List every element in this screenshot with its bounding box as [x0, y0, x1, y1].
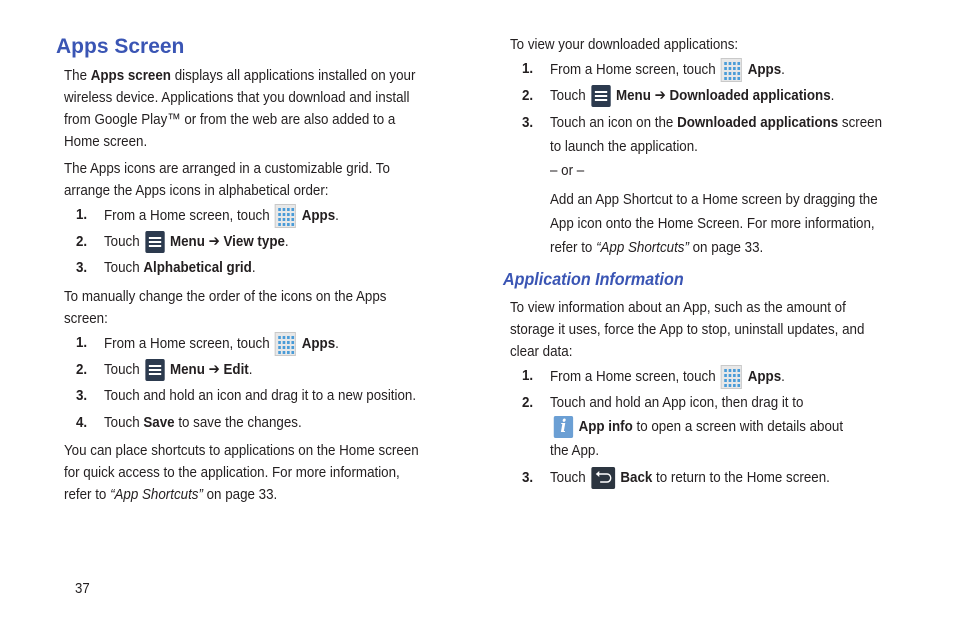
apps-grid-dot	[292, 336, 295, 339]
step-post: to save the changes.	[174, 414, 302, 431]
apps-grid-icon	[275, 332, 296, 356]
apps-grid-dot	[729, 379, 732, 382]
apps-grid-dot	[729, 384, 732, 387]
step-text	[104, 412, 302, 434]
menu-icon	[145, 231, 164, 253]
apps-grid-dot	[287, 346, 290, 349]
manual-line-2: screen:	[64, 310, 108, 327]
step-text: Touch and hold an App icon, then drag it to	[550, 394, 804, 411]
intro-bold: Apps screen	[90, 67, 171, 84]
step-bold: App info	[578, 418, 633, 436]
apps-grid-dot	[283, 351, 286, 354]
intro-line-2: wireless device. Applications that you download and install	[64, 89, 410, 106]
step-pre: Touch an icon on the	[550, 114, 678, 131]
step-bold: Apps	[747, 61, 782, 79]
apps-grid-dot	[283, 208, 286, 211]
apps-grid-icon	[275, 204, 296, 228]
step-bold: Alphabetical grid	[143, 259, 252, 276]
step-number: 3.	[76, 387, 88, 404]
apps-grid-dot	[733, 369, 736, 372]
info-line-3: clear data:	[510, 343, 573, 360]
step-number: 1.	[522, 60, 534, 77]
apps-grid-dot	[287, 341, 290, 344]
apps-grid-icon	[721, 365, 742, 389]
shortcut-line-2: for quick access to the application. For more information,	[64, 464, 400, 481]
apps-grid-dot	[729, 62, 732, 65]
or-separator: – or –	[550, 162, 585, 179]
apps-grid-dot	[279, 223, 282, 226]
apps-grid-dot	[287, 223, 290, 226]
intro-line-1	[64, 65, 415, 87]
step-post: .	[335, 207, 339, 225]
apps-grid-dot	[729, 374, 732, 377]
apps-grid-dot	[283, 341, 286, 344]
apps-grid-dot	[725, 374, 728, 377]
apps-grid-dot	[733, 379, 736, 382]
add-line-2: App icon onto the Home Screen. For more information,	[550, 215, 875, 232]
grid-line-2: arrange the Apps icons in alphabetical order:	[64, 182, 329, 199]
step-text	[550, 112, 882, 134]
step-continuation-2: the App.	[550, 442, 600, 459]
step-post: .	[251, 259, 256, 276]
step-text	[104, 257, 256, 279]
apps-grid-dot	[725, 72, 728, 75]
apps-grid-dot	[725, 384, 728, 387]
section-title: Application Information	[503, 269, 684, 289]
step-number: 1.	[76, 206, 88, 223]
apps-grid-dot	[283, 213, 286, 216]
apps-grid-dot	[292, 346, 295, 349]
step-pre: From a Home screen, touch	[104, 335, 274, 353]
apps-grid-dot	[738, 77, 741, 80]
step-post: .	[284, 233, 289, 251]
info-icon: i	[554, 416, 573, 438]
step-pre: Touch	[550, 87, 590, 105]
add-post: on page 33.	[688, 239, 764, 256]
manual-line-1: To manually change the order of the icons on the Apps	[64, 288, 387, 305]
apps-grid-dot	[292, 213, 295, 216]
step-post: .	[781, 61, 785, 79]
apps-grid-dot	[733, 384, 736, 387]
apps-grid-icon	[721, 58, 742, 82]
apps-grid-dot	[283, 346, 286, 349]
step-number: 1.	[76, 334, 88, 351]
step-continuation	[552, 416, 843, 438]
apps-grid-dot	[279, 346, 282, 349]
apps-grid-dot	[292, 218, 295, 221]
step-bold: Back	[620, 469, 653, 487]
app-shortcuts-link[interactable]: “App Shortcuts”	[596, 239, 689, 256]
step-bold: Apps	[301, 335, 336, 353]
apps-grid-dot	[733, 67, 736, 70]
step-post: to open a screen with details about	[632, 418, 844, 436]
apps-grid-dot	[279, 351, 282, 354]
add-line-1: Add an App Shortcut to a Home screen by dragging the	[550, 191, 878, 208]
step-number: 2.	[522, 87, 534, 104]
step-number: 2.	[76, 233, 88, 250]
step-number: 3.	[76, 259, 88, 276]
menu-icon	[145, 359, 164, 381]
info-line-2: storage it uses, force the App to stop, uninstall updates, and	[510, 321, 865, 338]
step-text	[104, 204, 339, 228]
step-bold: Menu ➔ Downloaded applications	[615, 87, 831, 105]
apps-grid-dot	[738, 72, 741, 75]
apps-grid-dot	[733, 77, 736, 80]
shortcut-line-1: You can place shortcuts to applications on the Home screen	[64, 442, 419, 459]
step-number: 2.	[522, 394, 534, 411]
intro-line-4: Home screen.	[64, 133, 148, 150]
apps-grid-dot	[292, 208, 295, 211]
apps-grid-dot	[729, 369, 732, 372]
apps-grid-dot	[292, 223, 295, 226]
step-post: .	[830, 87, 835, 105]
grid-line-1: The Apps icons are arranged in a customizable grid. To	[64, 160, 390, 177]
step-post: .	[248, 361, 253, 379]
step-pre: Touch	[104, 233, 144, 251]
apps-grid-dot	[279, 213, 282, 216]
shortcut-line-3	[64, 484, 277, 506]
info-line-1: To view information about an App, such as the amount of	[510, 299, 846, 316]
step-text	[104, 332, 339, 356]
intro-l1: displays all applications installed on your	[170, 67, 416, 84]
page-title: Apps Screen	[56, 35, 185, 58]
step-bold: Menu ➔ View type	[169, 233, 285, 251]
apps-grid-dot	[738, 379, 741, 382]
step-pre: Touch	[104, 361, 144, 379]
step-pre: Touch	[550, 469, 590, 487]
app-shortcuts-link[interactable]: “App Shortcuts”	[110, 486, 203, 503]
apps-grid-dot	[738, 384, 741, 387]
apps-grid-dot	[279, 208, 282, 211]
add-line-3	[550, 237, 763, 259]
intro-pre: The	[64, 67, 91, 84]
apps-grid-dot	[738, 369, 741, 372]
step-number: 3.	[522, 114, 534, 131]
step-continuation: to launch the application.	[550, 138, 698, 155]
apps-grid-dot	[725, 67, 728, 70]
apps-grid-dot	[292, 351, 295, 354]
step-pre: From a Home screen, touch	[550, 61, 720, 79]
apps-grid-dot	[279, 341, 282, 344]
intro-line-3: from Google Play™ or from the web are also added to a	[64, 111, 396, 128]
step-text	[104, 231, 289, 253]
apps-grid-dot	[287, 208, 290, 211]
step-post: .	[781, 368, 785, 386]
apps-grid-dot	[287, 351, 290, 354]
back-icon	[591, 467, 615, 489]
apps-grid-dot	[729, 77, 732, 80]
apps-grid-dot	[279, 336, 282, 339]
step-text	[550, 365, 785, 389]
apps-grid-dot	[738, 67, 741, 70]
apps-grid-dot	[733, 374, 736, 377]
step-number: 2.	[76, 361, 88, 378]
downloaded-intro: To view your downloaded applications:	[510, 36, 739, 53]
apps-grid-dot	[733, 72, 736, 75]
menu-icon	[591, 85, 610, 107]
step-pre: Touch	[104, 259, 144, 276]
apps-grid-dot	[283, 218, 286, 221]
step-pre: From a Home screen, touch	[104, 207, 274, 225]
step-bold: Apps	[301, 207, 336, 225]
step-text	[104, 359, 252, 381]
apps-grid-dot	[283, 223, 286, 226]
step-text	[550, 85, 834, 107]
step-post: .	[335, 335, 339, 353]
apps-grid-dot	[279, 218, 282, 221]
step-number: 1.	[522, 367, 534, 384]
apps-grid-dot	[292, 341, 295, 344]
step-pre: From a Home screen, touch	[550, 368, 720, 386]
step-number: 4.	[76, 414, 88, 431]
apps-grid-dot	[738, 62, 741, 65]
apps-grid-dot	[287, 336, 290, 339]
apps-grid-dot	[729, 67, 732, 70]
apps-grid-dot	[287, 218, 290, 221]
shortcut-pre: refer to	[64, 486, 111, 503]
step-bold: Apps	[747, 368, 782, 386]
apps-grid-dot	[729, 72, 732, 75]
apps-grid-dot	[283, 336, 286, 339]
apps-grid-dot	[733, 62, 736, 65]
step-bold: Save	[143, 414, 175, 431]
step-number: 3.	[522, 469, 534, 486]
step-text: Touch and hold an icon and drag it to a new position.	[104, 387, 417, 404]
step-text	[550, 467, 830, 489]
apps-grid-dot	[725, 369, 728, 372]
apps-grid-dot	[738, 374, 741, 377]
page-number: 37	[75, 580, 90, 597]
step-post: screen	[838, 114, 883, 131]
step-pre: Touch	[104, 414, 144, 431]
add-pre: refer to	[550, 239, 597, 256]
apps-grid-dot	[287, 213, 290, 216]
step-post: to return to the Home screen.	[652, 469, 830, 487]
step-text	[550, 58, 785, 82]
shortcut-post: on page 33.	[202, 486, 278, 503]
apps-grid-dot	[725, 62, 728, 65]
step-bold: Downloaded applications	[677, 114, 839, 131]
apps-grid-dot	[725, 379, 728, 382]
apps-grid-dot	[725, 77, 728, 80]
step-bold: Menu ➔ Edit	[169, 361, 249, 379]
